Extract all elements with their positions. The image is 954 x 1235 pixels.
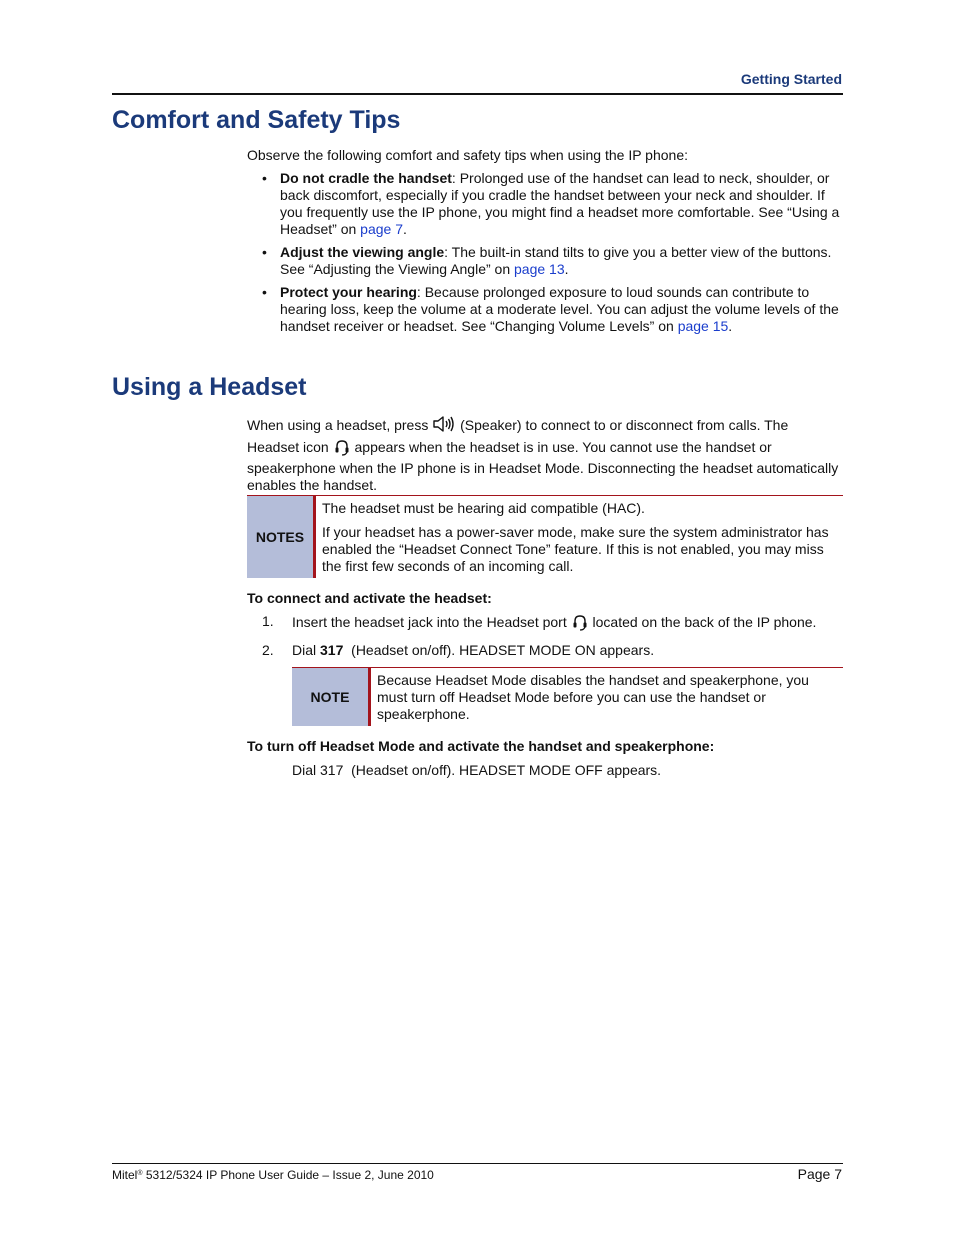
page-link[interactable]: page 7 — [360, 221, 403, 237]
intro-text: When using a headset, press — [247, 417, 429, 433]
headset-port-icon — [571, 613, 589, 635]
section-title-comfort: Comfort and Safety Tips — [112, 106, 401, 134]
step-text: (Headset on/off). HEADSET MODE ON appears. — [351, 642, 655, 658]
comfort-intro: Observe the following comfort and safety tips when using the IP phone: — [247, 147, 688, 163]
dial-code: 317 — [320, 642, 344, 658]
comfort-tips-list — [247, 170, 843, 335]
notes-label: NOTES — [247, 496, 313, 578]
list-item — [247, 244, 843, 278]
steps-list — [247, 613, 843, 659]
tip-after: . — [403, 221, 407, 237]
headset-intro — [247, 414, 843, 494]
step-number: 1. — [262, 613, 274, 629]
step-text: Dial — [292, 642, 317, 658]
section-title-headset: Using a Headset — [112, 373, 307, 401]
list-item — [247, 170, 843, 238]
bullet: • — [262, 284, 267, 300]
note-box — [292, 667, 843, 726]
headset-intro-block — [247, 414, 843, 494]
tip-text: : Prolonged use of the handset can lead to neck, shoulder, or back discomfort, especially if you cradle the handset between your neck and shoulder. If you frequently use the IP phone, you might find a headset more comfortable. See “Using a Headset” on — [280, 170, 840, 237]
note-content — [371, 668, 843, 726]
list-item — [247, 642, 843, 659]
headset-icon — [333, 438, 351, 460]
tip-after: . — [728, 318, 733, 334]
tip-term: Adjust the viewing angle — [280, 244, 445, 260]
page-link[interactable]: page 15 — [677, 318, 729, 334]
notes-content — [316, 496, 843, 578]
procedure-heading: To connect and activate the headset: — [247, 590, 492, 606]
speaker-icon — [432, 414, 456, 438]
step-text: located on the back of the IP phone. — [592, 614, 817, 630]
footer-reg-mark: ® — [137, 1170, 143, 1177]
procedure-heading: To turn off Headset Mode and activate the handset and speakerphone: — [247, 738, 715, 754]
note-item: The headset must be hearing aid compatible (HAC). — [322, 500, 645, 516]
page-link[interactable]: page 13 — [514, 261, 565, 277]
tip-after: . — [564, 261, 569, 277]
list-item — [247, 613, 843, 635]
bullet: • — [262, 244, 267, 260]
footer-rule — [112, 1163, 843, 1164]
tip-text: : The built-in stand tilts to give you a better view of the buttons. See “Adjusting the Viewing Angle” on — [280, 244, 832, 277]
tip-term: Do not cradle the handset — [280, 170, 452, 186]
note-text: Because Headset Mode disables the handset and speakerphone, you must turn off Headset Mode before you can use the handset or speakerphone. — [377, 672, 809, 722]
notes-box — [247, 495, 843, 578]
running-header: Getting Started — [740, 71, 842, 87]
footer-brand: Mitel — [112, 1168, 138, 1182]
procedure-connect — [247, 590, 843, 666]
bullet: • — [262, 170, 267, 186]
footer-page-number: Page 7 — [797, 1166, 842, 1182]
footer-doc-title — [112, 1167, 434, 1184]
footer-doc-text: 5312/5324 IP Phone User Guide – Issue 2, June 2010 — [142, 1168, 434, 1182]
note-label: NOTE — [292, 668, 368, 726]
header-rule — [112, 93, 843, 95]
procedure-step: Dial 317 (Headset on/off). HEADSET MODE OFF appears. — [292, 762, 662, 778]
procedure-turn-off — [247, 738, 843, 779]
tip-term: Protect your hearing — [280, 284, 417, 300]
step-text: Insert the headset jack into the Headset port — [292, 614, 567, 630]
tip-text: : Because prolonged exposure to loud sounds can contribute to hearing loss, keep the volume at a moderate level. You can adjust the volume levels of the handset receiver or headset. See “Changing Volume Levels” on — [280, 284, 839, 334]
list-item — [247, 284, 843, 335]
note-item: If your headset has a power-saver mode, make sure the system administrator has enabled the “Headset Connect Tone” feature. If this is not enabled, you may miss the first few seconds of an incoming call. — [322, 524, 829, 574]
comfort-body — [247, 147, 843, 341]
step-number: 2. — [262, 642, 274, 658]
intro-text: (Speaker) to connect to or disconnect from calls. The Headset icon — [247, 417, 789, 455]
intro-text: appears when the headset is in use. You cannot use the handset or speakerphone when the IP phone is in Headset Mode. Disconnecting the headset automatically enables the handset. — [247, 439, 839, 493]
